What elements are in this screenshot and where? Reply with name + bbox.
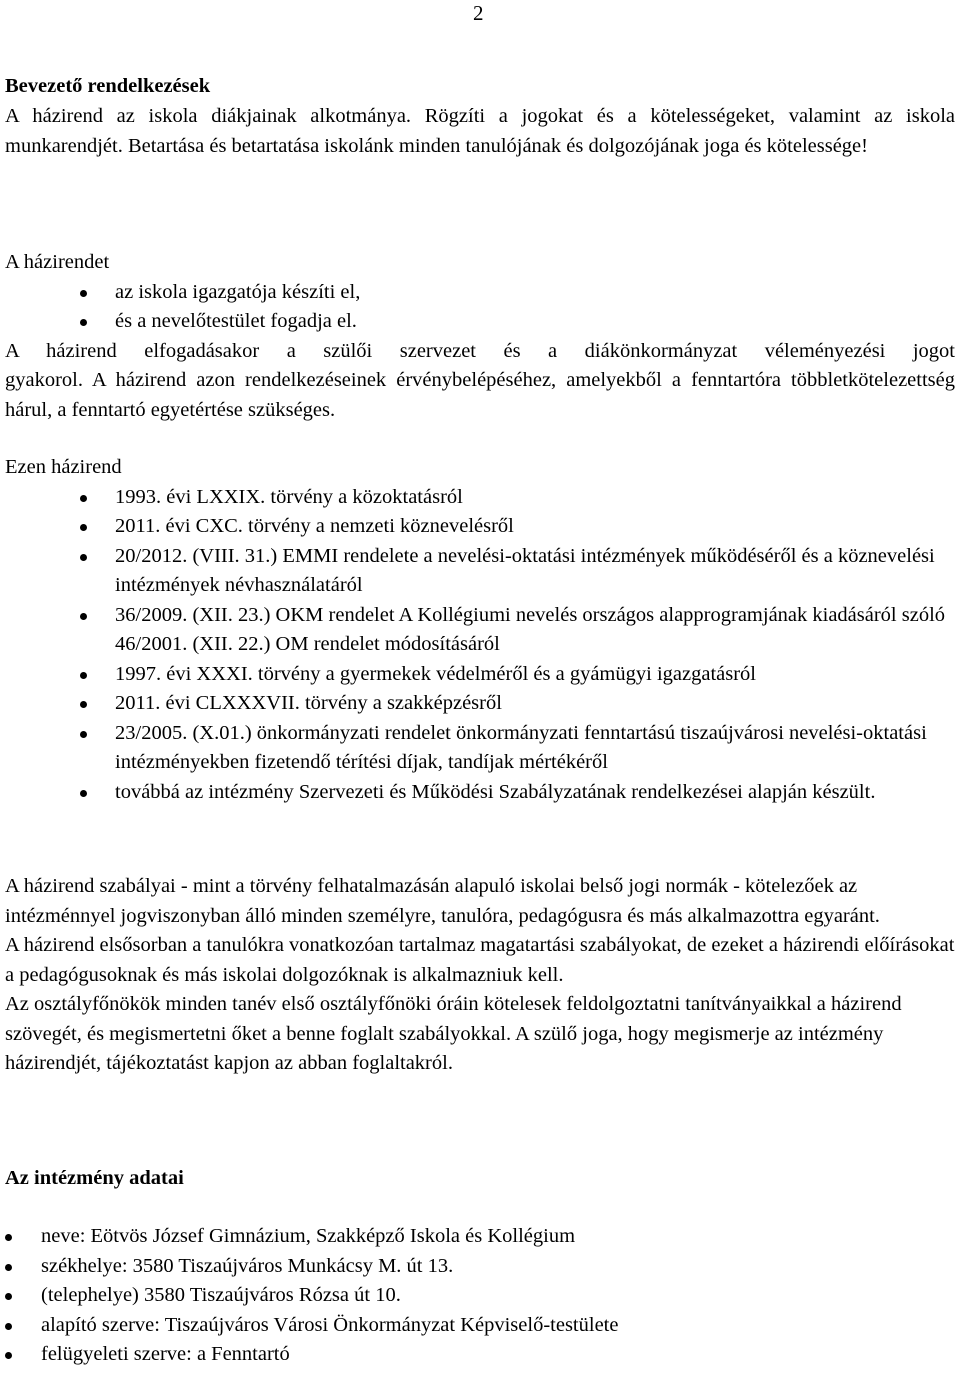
legal-basis-list — [5, 483, 955, 808]
rules-paragraph-2: A házirend elsősorban a tanulókra vonatkozóan tartalmaz magatartási szabályokat, de ezeket a házirendi előírásokat a pedagógusoknak és más iskolai dolgozóknak is alkalmazniuk kell. — [5, 934, 955, 986]
bullet-icon — [5, 1323, 12, 1330]
list-item: székhelye: 3580 Tiszaújváros Munkácsy M. út 13. — [5, 1252, 955, 1282]
rules-section — [5, 872, 955, 1079]
rules-paragraph-1: A házirend szabályai - mint a törvény felhatalmazásán alapuló iskolai belső jogi normák - kötelezőek az intézménnyel jogviszonyban álló minden személyre, tanulóra, pedagógusra és más alkalmazottra egyaránt. — [5, 875, 880, 927]
opinion-rights-paragraph: gyakorol. A házirend azon rendelkezéseinek érvénybelépéséhez, amelyekből a fenntartóra többletkötelezettség hárul, a fenntartó egyetértése szükséges. — [5, 369, 955, 421]
list-item: 20/2012. (VIII. 31.) EMMI rendelete a nevelési-oktatási intézmények működéséről és a köznevelési intézmények névhasználatáról — [5, 542, 955, 601]
list-item: 1997. évi XXXI. törvény a gyermekek védelméről és a gyámügyi igazgatásról — [5, 660, 955, 690]
heading-institution-data: Az intézmény adatai — [5, 1167, 184, 1189]
list-item: (telephelye) 3580 Tiszaújváros Rózsa út 10. — [5, 1281, 955, 1311]
adoption-lead: A házirendet — [5, 251, 110, 273]
bullet-icon — [5, 1352, 12, 1359]
list-item: 2011. évi CXC. törvény a nemzeti köznevelésről — [5, 512, 955, 542]
heading-introduction: Bevezető rendelkezések — [5, 75, 211, 97]
bullet-icon — [80, 672, 87, 679]
list-item: továbbá az intézmény Szervezeti és Működési Szabályzatának rendelkezései alapján készült. — [5, 778, 955, 808]
bullet-icon — [80, 731, 87, 738]
bullet-icon — [80, 495, 87, 502]
list-item: alapító szerve: Tiszaújváros Városi Önkormányzat Képviselő-testülete — [5, 1311, 955, 1341]
bullet-icon — [5, 1293, 12, 1300]
legal-basis-section — [5, 453, 955, 807]
bullet-icon — [80, 319, 87, 326]
rules-paragraph-3: Az osztályfőnökök minden tanév első osztályfőnöki óráin kötelesek feldolgoztatni tanítványaikkal a házirend szövegét, és megismertetni őket a benne foglalt szabályokkal. A szülő joga, hogy megismerje az intézmény házirendjét, tájékoztatást kapjon az abban foglaltakról. — [5, 993, 902, 1074]
list-item: 23/2005. (X.01.) önkormányzati rendelet önkormányzati fenntartású tiszaújvárosi nevelési-oktatási intézményekben fizetendő térítési díjak, tandíjak mértékéről — [5, 719, 955, 778]
bullet-icon — [80, 290, 87, 297]
adoption-section — [5, 248, 955, 425]
bullet-icon — [80, 613, 87, 620]
list-item: 2011. évi CLXXXVII. törvény a szakképzésről — [5, 689, 955, 719]
opinion-rights-line: A házirend elfogadásakor a szülői szervezet és a diákönkormányzat véleményezési jogot — [5, 339, 955, 362]
institution-list — [5, 1222, 955, 1370]
page-number: 2 — [473, 1, 484, 25]
legal-basis-lead: Ezen házirend — [5, 456, 122, 478]
list-item: felügyeleti szerve: a Fenntartó — [5, 1340, 955, 1370]
list-item: 1993. évi LXXIX. törvény a közoktatásról — [5, 483, 955, 513]
list-item: és a nevelőtestület fogadja el. — [5, 307, 955, 337]
list-item: 36/2009. (XII. 23.) OKM rendelet A Kollégiumi nevelés országos alapprogramjának kiadásáról szóló 46/2001. (XII. 22.) OM rendelet módosításáról — [5, 601, 955, 660]
bullet-icon — [80, 524, 87, 531]
bullet-icon — [80, 554, 87, 561]
list-item: az iskola igazgatója készíti el, — [5, 278, 955, 308]
list-item: neve: Eötvös József Gimnázium, Szakképző Iskola és Kollégium — [5, 1222, 955, 1252]
bullet-icon — [5, 1264, 12, 1271]
intro-paragraph: A házirend az iskola diákjainak alkotmánya. Rögzíti a jogokat és a kötelességeket, valamint az iskola munkarendjét. Betartása és betartatása iskolánk minden tanulójának és dolgozójának joga és kötelessége! — [5, 105, 955, 157]
bullet-icon — [80, 790, 87, 797]
bullet-icon — [80, 701, 87, 708]
adoption-list — [5, 278, 955, 337]
bullet-icon — [5, 1234, 12, 1241]
